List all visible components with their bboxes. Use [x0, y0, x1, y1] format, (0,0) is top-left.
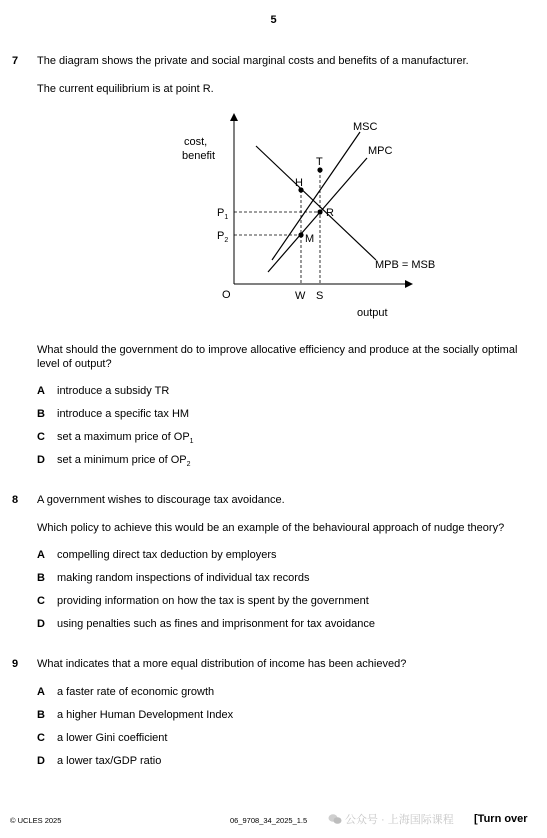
q9-option-a-text: a faster rate of economic growth — [57, 686, 215, 698]
q8-option-a-letter: A — [37, 549, 45, 561]
q8-option-a-text: compelling direct tax deduction by employers — [57, 549, 277, 561]
point-r-label: R — [326, 207, 334, 219]
question-9-text: What indicates that a more equal distribution of income has been achieved? — [37, 658, 407, 670]
q7-option-d-letter: D — [37, 454, 45, 466]
cost-benefit-diagram — [170, 108, 450, 328]
q9-option-d-text: a lower tax/GDP ratio — [57, 755, 162, 767]
q9-option-b-letter: B — [37, 709, 45, 721]
q7-option-b-letter: B — [37, 408, 45, 420]
footer-copyright: © UCLES 2025 — [10, 816, 62, 825]
x-axis-label: output — [357, 307, 388, 319]
q9-option-b-text: a higher Human Development Index — [57, 709, 234, 721]
question-7-text-line1: What should the government do to improve allocative efficiency and produce at the socially optimal — [37, 344, 518, 356]
question-7-text-line2: level of output? — [37, 358, 112, 370]
footer-code: 06_9708_34_2025_1.5 — [230, 816, 308, 825]
q8-option-d-text: using penalties such as fines and imprisonment for tax avoidance — [57, 618, 375, 630]
question-8-number: 8 — [12, 494, 19, 506]
q8-option-d-letter: D — [37, 618, 45, 630]
turn-over-label: [Turn over — [474, 813, 528, 825]
wechat-icon — [328, 813, 342, 825]
question-8-stem: A government wishes to discourage tax avoidance. — [37, 494, 285, 506]
q7-option-b-text: introduce a specific tax HM — [57, 408, 190, 420]
p2-label: $P_2$ — [217, 230, 229, 244]
q7-option-c-letter: C — [37, 431, 45, 443]
s-label: S — [316, 290, 324, 302]
msc-curve — [272, 132, 360, 260]
q8-option-c-text: providing information on how the tax is spent by the government — [57, 595, 369, 607]
point-t-dot — [317, 167, 322, 172]
question-8-text: Which policy to achieve this would be an example of the behavioural approach of nudge theory? — [37, 522, 505, 534]
q9-option-c-text: a lower Gini coefficient — [57, 732, 168, 744]
p1-label: $P_1$ — [217, 207, 229, 221]
msc-label: MSC — [353, 121, 378, 133]
q8-option-b-text: making random inspections of individual tax records — [57, 572, 310, 584]
point-t-label: T — [316, 156, 323, 168]
mpc-curve — [268, 158, 367, 272]
q8-option-c-letter: C — [37, 595, 45, 607]
point-h-label: H — [295, 177, 303, 189]
mpb-msb-label: MPB = MSB — [375, 259, 436, 271]
q9-option-a-letter: A — [37, 686, 45, 698]
q7-option-a-letter: A — [37, 385, 45, 397]
point-m-label: M — [305, 233, 315, 245]
y-axis-label-line1: cost, — [184, 136, 208, 148]
question-7-number: 7 — [12, 55, 19, 67]
q7-option-a-text: introduce a subsidy TR — [57, 385, 170, 397]
question-7-stem2: The current equilibrium is at point R. — [37, 83, 214, 95]
origin-label: O — [222, 289, 231, 301]
point-r-dot — [317, 209, 322, 214]
point-m-dot — [298, 232, 303, 237]
mpc-label: MPC — [368, 145, 393, 157]
watermark-text: 公众号 · 上海国际课程 — [345, 814, 454, 826]
q7-option-c-text: set a maximum price of $OP_1$ — [57, 431, 194, 446]
page-number: 5 — [270, 14, 277, 26]
q9-option-c-letter: C — [37, 732, 45, 744]
q8-option-b-letter: B — [37, 572, 45, 584]
y-axis-label-line2: benefit — [182, 150, 216, 162]
question-9-number: 9 — [12, 658, 19, 670]
question-7-stem: The diagram shows the private and social marginal costs and benefits of a manufacturer. — [37, 55, 469, 67]
w-label: W — [295, 290, 306, 302]
q7-option-d-text: set a minimum price of $OP_2$ — [57, 454, 191, 469]
watermark — [328, 811, 454, 827]
q9-option-d-letter: D — [37, 755, 45, 767]
